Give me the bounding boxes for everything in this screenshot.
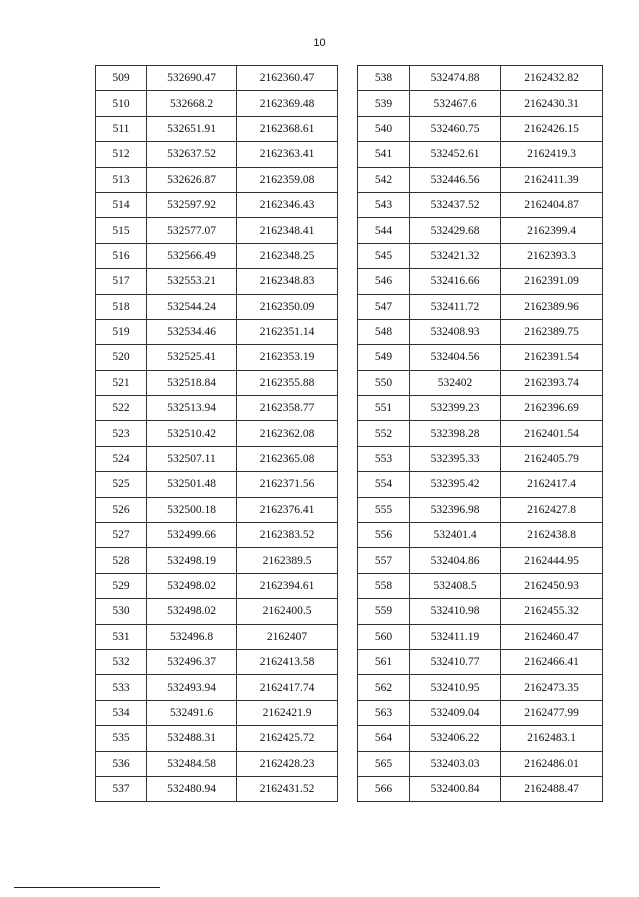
x-coordinate-cell: 532399.23 [410, 396, 501, 421]
x-coordinate-cell: 532411.72 [410, 294, 501, 319]
y-coordinate-cell: 2162450.93 [501, 573, 603, 598]
table-row [358, 396, 603, 421]
x-coordinate-cell: 532525.41 [147, 345, 237, 370]
y-coordinate-cell: 2162348.25 [237, 243, 338, 268]
x-coordinate-cell: 532637.52 [147, 142, 237, 167]
table-row [358, 599, 603, 624]
y-coordinate-cell: 2162407 [237, 624, 338, 649]
x-coordinate-cell: 532404.56 [410, 345, 501, 370]
table-row [358, 776, 603, 801]
table-row [358, 218, 603, 243]
point-number-cell: 555 [358, 497, 410, 522]
table-row [358, 421, 603, 446]
point-number-cell: 522 [96, 396, 147, 421]
table-row [358, 446, 603, 471]
point-number-cell: 549 [358, 345, 410, 370]
point-number-cell: 509 [96, 66, 147, 91]
x-coordinate-cell: 532409.04 [410, 700, 501, 725]
y-coordinate-cell: 2162371.56 [237, 472, 338, 497]
y-coordinate-cell: 2162353.19 [237, 345, 338, 370]
point-number-cell: 562 [358, 675, 410, 700]
x-coordinate-cell: 532460.75 [410, 116, 501, 141]
table-row [96, 700, 338, 725]
x-coordinate-cell: 532484.58 [147, 751, 237, 776]
y-coordinate-cell: 2162413.58 [237, 649, 338, 674]
table-row [96, 573, 338, 598]
point-number-cell: 512 [96, 142, 147, 167]
table-row [358, 243, 603, 268]
y-coordinate-cell: 2162391.09 [501, 269, 603, 294]
point-number-cell: 531 [96, 624, 147, 649]
y-coordinate-cell: 2162483.1 [501, 726, 603, 751]
y-coordinate-cell: 2162348.83 [237, 269, 338, 294]
x-coordinate-cell: 532400.84 [410, 776, 501, 801]
y-coordinate-cell: 2162369.48 [237, 91, 338, 116]
table-row [96, 497, 338, 522]
x-coordinate-cell: 532501.48 [147, 472, 237, 497]
point-number-cell: 537 [96, 776, 147, 801]
table-row [358, 573, 603, 598]
page-number: 10 [313, 37, 326, 49]
point-number-cell: 536 [96, 751, 147, 776]
y-coordinate-cell: 2162430.31 [501, 91, 603, 116]
x-coordinate-cell: 532553.21 [147, 269, 237, 294]
y-coordinate-cell: 2162393.74 [501, 370, 603, 395]
table-row [96, 294, 338, 319]
table-row [96, 66, 338, 91]
point-number-cell: 565 [358, 751, 410, 776]
x-coordinate-cell: 532496.8 [147, 624, 237, 649]
y-coordinate-cell: 2162460.47 [501, 624, 603, 649]
y-coordinate-cell: 2162400.5 [237, 599, 338, 624]
table-row [96, 345, 338, 370]
y-coordinate-cell: 2162488.47 [501, 776, 603, 801]
table-row [358, 675, 603, 700]
x-coordinate-cell: 532395.42 [410, 472, 501, 497]
x-coordinate-cell: 532398.28 [410, 421, 501, 446]
y-coordinate-cell: 2162427.8 [501, 497, 603, 522]
y-coordinate-cell: 2162455.32 [501, 599, 603, 624]
point-number-cell: 563 [358, 700, 410, 725]
point-number-cell: 550 [358, 370, 410, 395]
point-number-cell: 521 [96, 370, 147, 395]
x-coordinate-cell: 532467.6 [410, 91, 501, 116]
table-row [96, 751, 338, 776]
x-coordinate-cell: 532597.92 [147, 192, 237, 217]
point-number-cell: 532 [96, 649, 147, 674]
table-row [96, 649, 338, 674]
point-number-cell: 538 [358, 66, 410, 91]
y-coordinate-cell: 2162444.95 [501, 548, 603, 573]
point-number-cell: 548 [358, 319, 410, 344]
point-number-cell: 554 [358, 472, 410, 497]
table-row [358, 269, 603, 294]
point-number-cell: 543 [358, 192, 410, 217]
point-number-cell: 534 [96, 700, 147, 725]
table-row [358, 370, 603, 395]
point-number-cell: 533 [96, 675, 147, 700]
y-coordinate-cell: 2162486.01 [501, 751, 603, 776]
table-row [358, 700, 603, 725]
y-coordinate-cell: 2162389.75 [501, 319, 603, 344]
y-coordinate-cell: 2162401.54 [501, 421, 603, 446]
table-row [96, 624, 338, 649]
point-number-cell: 552 [358, 421, 410, 446]
x-coordinate-cell: 532410.95 [410, 675, 501, 700]
point-number-cell: 523 [96, 421, 147, 446]
y-coordinate-cell: 2162473.35 [501, 675, 603, 700]
x-coordinate-cell: 532396.98 [410, 497, 501, 522]
table-row [96, 523, 338, 548]
table-row [358, 142, 603, 167]
point-number-cell: 546 [358, 269, 410, 294]
y-coordinate-cell: 2162368.61 [237, 116, 338, 141]
x-coordinate-cell: 532474.88 [410, 66, 501, 91]
x-coordinate-cell: 532488.31 [147, 726, 237, 751]
point-number-cell: 547 [358, 294, 410, 319]
y-coordinate-cell: 2162396.69 [501, 396, 603, 421]
table-row [96, 599, 338, 624]
y-coordinate-cell: 2162426.15 [501, 116, 603, 141]
point-number-cell: 557 [358, 548, 410, 573]
point-number-cell: 541 [358, 142, 410, 167]
x-coordinate-cell: 532403.03 [410, 751, 501, 776]
point-number-cell: 510 [96, 91, 147, 116]
point-number-cell: 526 [96, 497, 147, 522]
x-coordinate-cell: 532626.87 [147, 167, 237, 192]
point-number-cell: 530 [96, 599, 147, 624]
point-number-cell: 516 [96, 243, 147, 268]
point-number-cell: 544 [358, 218, 410, 243]
y-coordinate-cell: 2162348.41 [237, 218, 338, 243]
x-coordinate-cell: 532395.33 [410, 446, 501, 471]
x-coordinate-cell: 532437.52 [410, 192, 501, 217]
point-number-cell: 535 [96, 726, 147, 751]
x-coordinate-cell: 532690.47 [147, 66, 237, 91]
point-number-cell: 525 [96, 472, 147, 497]
table-row [96, 91, 338, 116]
y-coordinate-cell: 2162389.5 [237, 548, 338, 573]
y-coordinate-cell: 2162466.41 [501, 649, 603, 674]
table-row [358, 192, 603, 217]
x-coordinate-cell: 532401.4 [410, 523, 501, 548]
point-number-cell: 553 [358, 446, 410, 471]
table-row [96, 446, 338, 471]
y-coordinate-cell: 2162391.54 [501, 345, 603, 370]
point-number-cell: 529 [96, 573, 147, 598]
table-row [358, 523, 603, 548]
x-coordinate-cell: 532534.46 [147, 319, 237, 344]
footnote-rule [14, 887, 160, 888]
y-coordinate-cell: 2162404.87 [501, 192, 603, 217]
x-coordinate-cell: 532410.98 [410, 599, 501, 624]
table-row [96, 218, 338, 243]
x-coordinate-cell: 532498.19 [147, 548, 237, 573]
y-coordinate-cell: 2162346.43 [237, 192, 338, 217]
x-coordinate-cell: 532410.77 [410, 649, 501, 674]
y-coordinate-cell: 2162363.41 [237, 142, 338, 167]
table-row [358, 472, 603, 497]
y-coordinate-cell: 2162355.88 [237, 370, 338, 395]
y-coordinate-cell: 2162360.47 [237, 66, 338, 91]
table-row [358, 649, 603, 674]
point-number-cell: 539 [358, 91, 410, 116]
x-coordinate-cell: 532518.84 [147, 370, 237, 395]
point-number-cell: 518 [96, 294, 147, 319]
table-row [96, 370, 338, 395]
x-coordinate-cell: 532651.91 [147, 116, 237, 141]
table-row [358, 548, 603, 573]
table-row [96, 116, 338, 141]
point-number-cell: 528 [96, 548, 147, 573]
table-row [358, 294, 603, 319]
table-row [358, 751, 603, 776]
y-coordinate-cell: 2162417.74 [237, 675, 338, 700]
x-coordinate-cell: 532668.2 [147, 91, 237, 116]
x-coordinate-cell: 532510.42 [147, 421, 237, 446]
point-number-cell: 560 [358, 624, 410, 649]
x-coordinate-cell: 532498.02 [147, 599, 237, 624]
y-coordinate-cell: 2162432.82 [501, 66, 603, 91]
y-coordinate-cell: 2162411.39 [501, 167, 603, 192]
y-coordinate-cell: 2162350.09 [237, 294, 338, 319]
point-number-cell: 527 [96, 523, 147, 548]
y-coordinate-cell: 2162376.41 [237, 497, 338, 522]
table-row [96, 192, 338, 217]
point-number-cell: 515 [96, 218, 147, 243]
table-row [358, 497, 603, 522]
x-coordinate-cell: 532429.68 [410, 218, 501, 243]
table-row [96, 396, 338, 421]
y-coordinate-cell: 2162421.9 [237, 700, 338, 725]
table-row [96, 142, 338, 167]
x-coordinate-cell: 532493.94 [147, 675, 237, 700]
x-coordinate-cell: 532577.07 [147, 218, 237, 243]
table-row [358, 319, 603, 344]
y-coordinate-cell: 2162399.4 [501, 218, 603, 243]
x-coordinate-cell: 532566.49 [147, 243, 237, 268]
x-coordinate-cell: 532480.94 [147, 776, 237, 801]
table-row [96, 269, 338, 294]
coordinates-table-left [95, 65, 338, 802]
y-coordinate-cell: 2162425.72 [237, 726, 338, 751]
x-coordinate-cell: 532452.61 [410, 142, 501, 167]
x-coordinate-cell: 532496.37 [147, 649, 237, 674]
y-coordinate-cell: 2162365.08 [237, 446, 338, 471]
table-row [96, 675, 338, 700]
point-number-cell: 511 [96, 116, 147, 141]
y-coordinate-cell: 2162358.77 [237, 396, 338, 421]
point-number-cell: 559 [358, 599, 410, 624]
x-coordinate-cell: 532406.22 [410, 726, 501, 751]
y-coordinate-cell: 2162405.79 [501, 446, 603, 471]
point-number-cell: 566 [358, 776, 410, 801]
point-number-cell: 519 [96, 319, 147, 344]
x-coordinate-cell: 532421.32 [410, 243, 501, 268]
x-coordinate-cell: 532499.66 [147, 523, 237, 548]
table-row [358, 91, 603, 116]
y-coordinate-cell: 2162431.52 [237, 776, 338, 801]
point-number-cell: 545 [358, 243, 410, 268]
y-coordinate-cell: 2162383.52 [237, 523, 338, 548]
table-row [358, 66, 603, 91]
point-number-cell: 524 [96, 446, 147, 471]
point-number-cell: 514 [96, 192, 147, 217]
point-number-cell: 517 [96, 269, 147, 294]
table-row [96, 472, 338, 497]
x-coordinate-cell: 532500.18 [147, 497, 237, 522]
x-coordinate-cell: 532416.66 [410, 269, 501, 294]
point-number-cell: 564 [358, 726, 410, 751]
point-number-cell: 540 [358, 116, 410, 141]
table-row [358, 167, 603, 192]
table-row [358, 116, 603, 141]
point-number-cell: 556 [358, 523, 410, 548]
table-row [96, 548, 338, 573]
y-coordinate-cell: 2162359.08 [237, 167, 338, 192]
point-number-cell: 520 [96, 345, 147, 370]
y-coordinate-cell: 2162394.61 [237, 573, 338, 598]
table-row [96, 726, 338, 751]
table-row [358, 726, 603, 751]
y-coordinate-cell: 2162389.96 [501, 294, 603, 319]
table-row [96, 243, 338, 268]
x-coordinate-cell: 532491.6 [147, 700, 237, 725]
table-row [358, 345, 603, 370]
x-coordinate-cell: 532544.24 [147, 294, 237, 319]
y-coordinate-cell: 2162438.8 [501, 523, 603, 548]
x-coordinate-cell: 532408.5 [410, 573, 501, 598]
table-row [96, 319, 338, 344]
x-coordinate-cell: 532446.56 [410, 167, 501, 192]
x-coordinate-cell: 532513.94 [147, 396, 237, 421]
x-coordinate-cell: 532507.11 [147, 446, 237, 471]
table-row [96, 421, 338, 446]
point-number-cell: 561 [358, 649, 410, 674]
y-coordinate-cell: 2162419.3 [501, 142, 603, 167]
table-row [358, 624, 603, 649]
x-coordinate-cell: 532411.19 [410, 624, 501, 649]
y-coordinate-cell: 2162351.14 [237, 319, 338, 344]
x-coordinate-cell: 532404.86 [410, 548, 501, 573]
point-number-cell: 551 [358, 396, 410, 421]
y-coordinate-cell: 2162428.23 [237, 751, 338, 776]
y-coordinate-cell: 2162362.08 [237, 421, 338, 446]
point-number-cell: 558 [358, 573, 410, 598]
point-number-cell: 542 [358, 167, 410, 192]
coordinates-table-right [357, 65, 603, 802]
y-coordinate-cell: 2162477.99 [501, 700, 603, 725]
x-coordinate-cell: 532402 [410, 370, 501, 395]
x-coordinate-cell: 532498.02 [147, 573, 237, 598]
x-coordinate-cell: 532408.93 [410, 319, 501, 344]
table-row [96, 776, 338, 801]
table-row [96, 167, 338, 192]
y-coordinate-cell: 2162393.3 [501, 243, 603, 268]
y-coordinate-cell: 2162417.4 [501, 472, 603, 497]
point-number-cell: 513 [96, 167, 147, 192]
